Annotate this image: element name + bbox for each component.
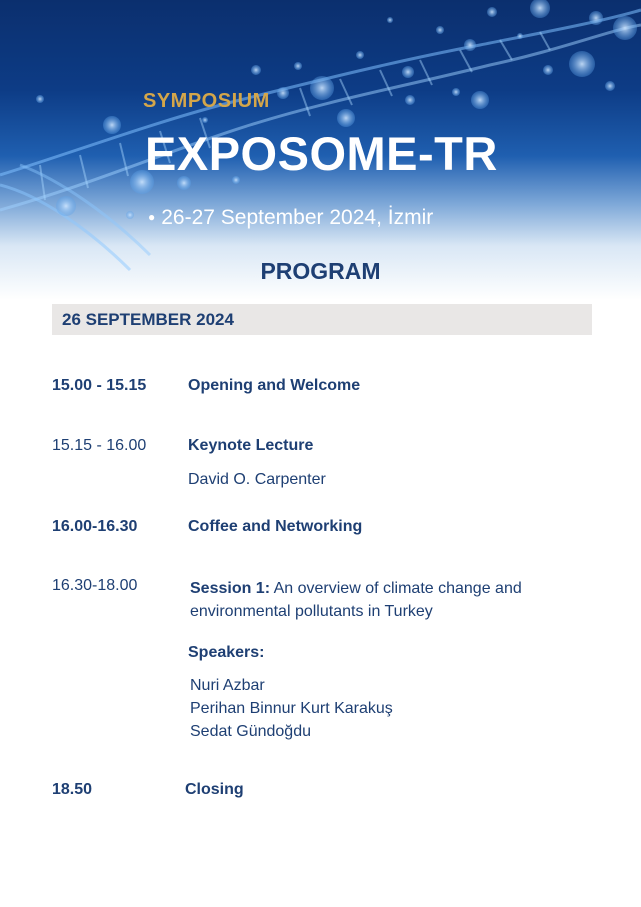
speaker-name: Sedat Gündoğdu bbox=[190, 723, 311, 740]
item-time: 15.15 - 16.00 bbox=[52, 437, 147, 454]
session-description bbox=[190, 577, 590, 623]
day-label: 26 SEPTEMBER 2024 bbox=[62, 310, 234, 329]
item-title: Closing bbox=[185, 781, 244, 798]
item-time: 15.00 - 15.15 bbox=[52, 377, 147, 394]
session-desc-line2: environmental pollutants in Turkey bbox=[190, 603, 433, 620]
item-time: 16.30-18.00 bbox=[52, 577, 138, 594]
header-banner bbox=[0, 0, 641, 300]
event-date bbox=[148, 206, 433, 230]
item-speaker: David O. Carpenter bbox=[188, 471, 326, 488]
event-date-text: 26-27 September 2024, İzmir bbox=[161, 206, 434, 229]
speaker-list bbox=[190, 674, 393, 743]
item-time: 18.50 bbox=[52, 781, 93, 798]
item-title: Session 1: bbox=[190, 580, 271, 597]
day-bar bbox=[52, 304, 592, 335]
speaker-name: Nuri Azbar bbox=[190, 677, 265, 694]
program-heading: PROGRAM bbox=[260, 258, 381, 284]
item-title: Opening and Welcome bbox=[188, 377, 361, 394]
speakers-label: Speakers: bbox=[188, 644, 265, 661]
symposium-kicker: SYMPOSIUM bbox=[143, 90, 270, 112]
speaker-name: Perihan Binnur Kurt Karakuş bbox=[190, 700, 393, 717]
item-time: 16.00-16.30 bbox=[52, 518, 138, 535]
bullet-icon: ● bbox=[148, 210, 156, 224]
item-title: Coffee and Networking bbox=[188, 518, 363, 535]
session-desc-line1: An overview of climate change and bbox=[273, 580, 522, 597]
event-title: EXPOSOME-TR bbox=[145, 127, 498, 180]
item-title: Keynote Lecture bbox=[188, 437, 314, 454]
